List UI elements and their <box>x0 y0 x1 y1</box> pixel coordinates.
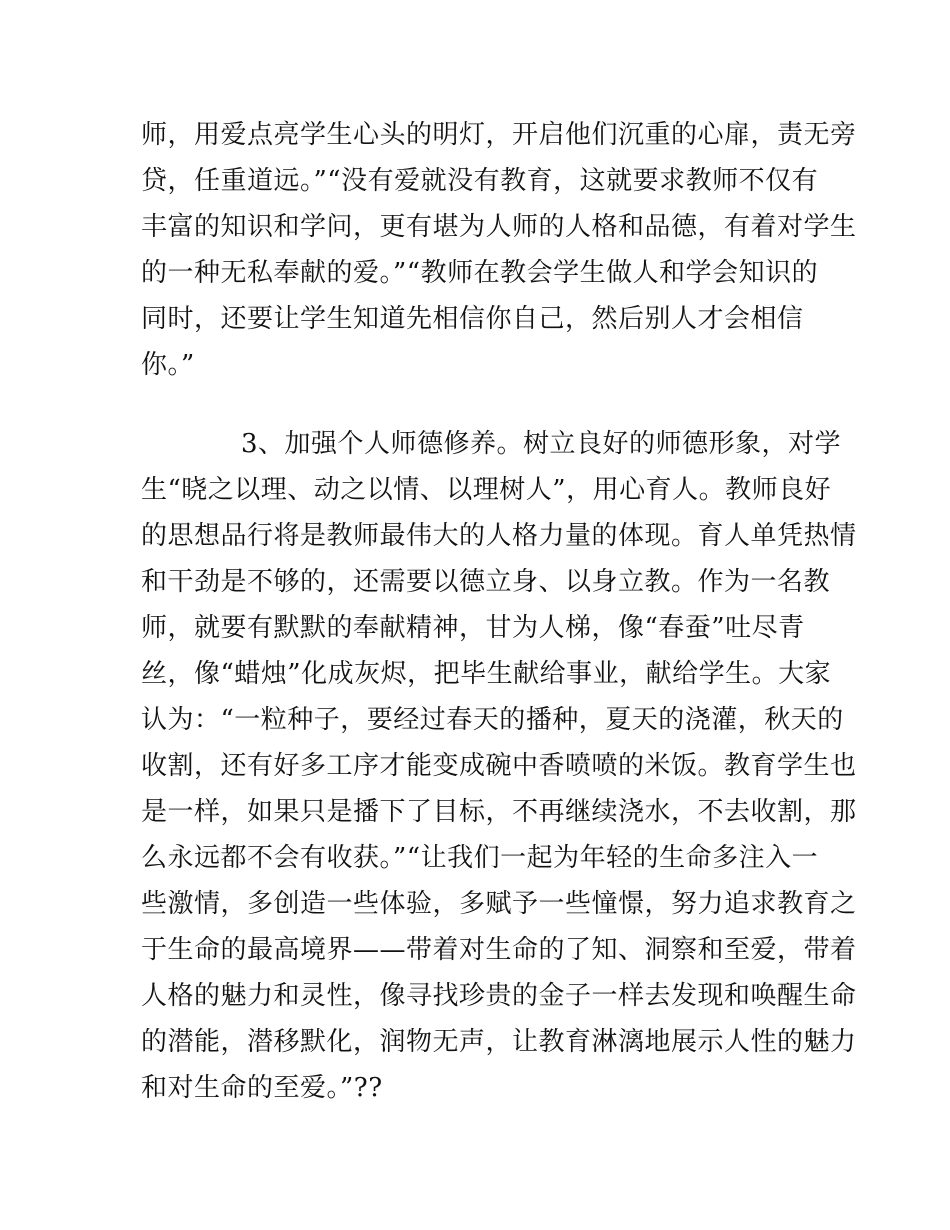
text-line: 和干劲是不够的，还需要以德立身、以身立教。作为一名教 <box>141 567 831 597</box>
text-line: 的一种无私奉献的爱。”“教师在教会学生做人和学会知识的 <box>141 258 819 288</box>
text-line: 贷，任重道远。”“没有爱就没有教育，这就要求教师不仅有 <box>141 166 819 196</box>
text-line: 的思想品行将是教师最伟大的人格力量的体现。育人单凭热情 <box>141 521 857 551</box>
text-line: 师，就要有默默的奉献精神，甘为人梯，像“春蚕”吐尽青 <box>141 613 805 643</box>
text-line: 同时，还要让学生知道先相信你自己，然后别人才会相信 <box>141 304 804 334</box>
text-line: 是一样，如果只是播下了目标，不再继续浇水，不去收割，那 <box>141 797 857 827</box>
text-line: 生“晓之以理、动之以情、以理树人”，用心育人。教师良好 <box>141 475 832 505</box>
text-line: 认为：“一粒种子，要经过春天的播种，夏天的浇灌，秋天的 <box>141 705 844 735</box>
text-line: 3、加强个人师德修养。树立良好的师德形象，对学 <box>241 429 842 459</box>
text-line: 人格的魅力和灵性，像寻找珍贵的金子一样去发现和唤醒生命 <box>141 981 857 1011</box>
text-line: 的潜能，潜移默化，润物无声，让教育淋漓地展示人性的魅力 <box>141 1027 857 1057</box>
text-line: 收割，还有好多工序才能变成碗中香喷喷的米饭。教育学生也 <box>141 751 857 781</box>
text-line: 你。” <box>141 350 195 380</box>
text-line: 丰富的知识和学问，更有堪为人师的人格和品德，有着对学生 <box>141 212 857 242</box>
text-line: 师，用爱点亮学生心头的明灯，开启他们沉重的心扉，责无旁 <box>141 120 857 150</box>
text-line: 些激情，多创造一些体验，多赋予一些憧憬，努力追求教育之 <box>141 889 857 919</box>
text-line: 么永远都不会有收获。”“让我们一起为年轻的生命多注入一 <box>141 843 819 873</box>
text-line: 于生命的最高境界——带着对生命的了知、洞察和至爱，带着 <box>141 935 857 965</box>
text-line: 和对生命的至爱。”?? <box>141 1073 383 1103</box>
text-line: 丝，像“蜡烛”化成灰烬，把毕生献给事业，献给学生。大家 <box>141 659 832 689</box>
